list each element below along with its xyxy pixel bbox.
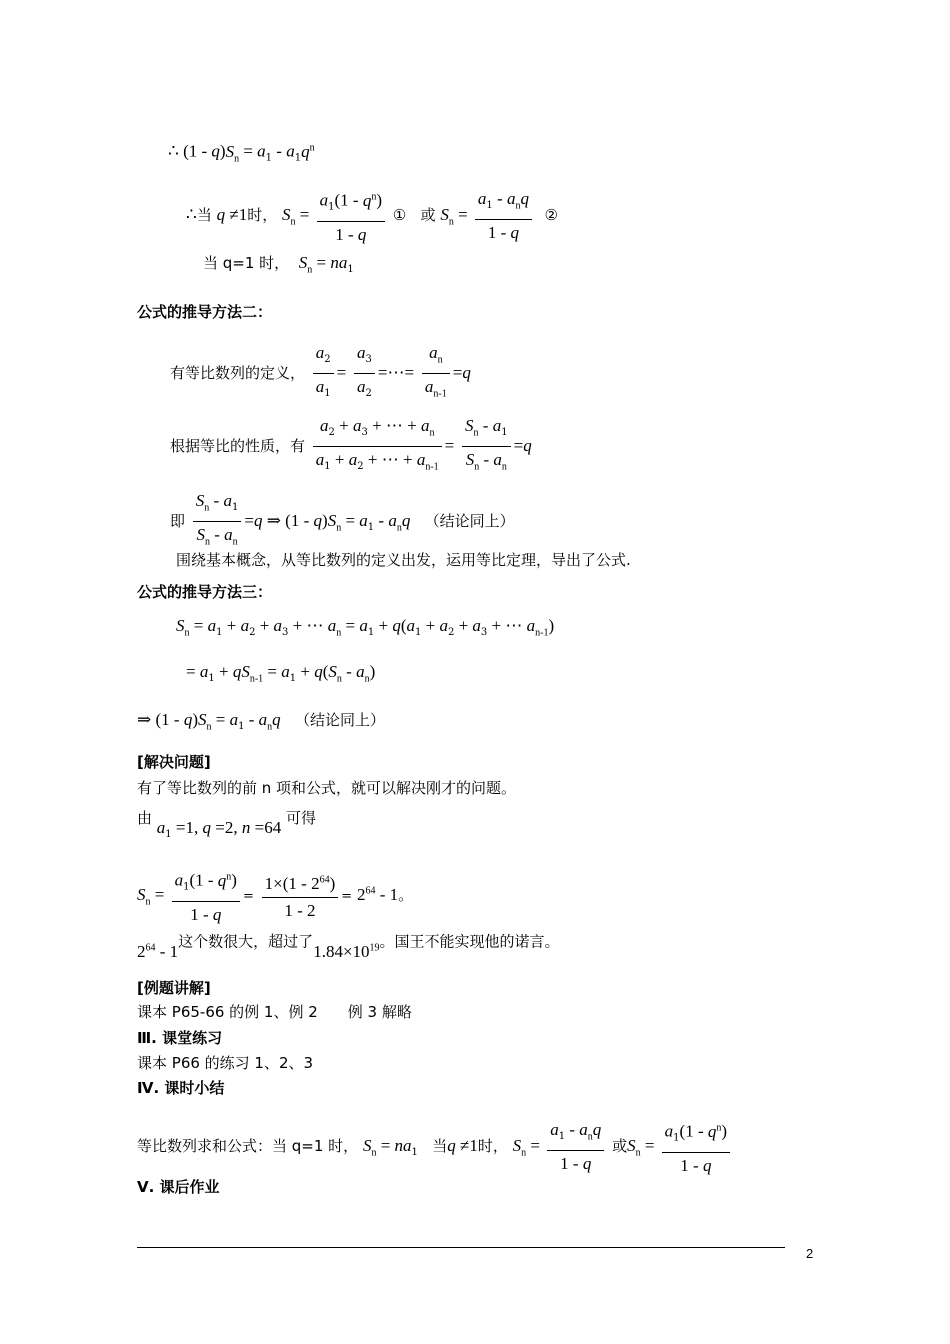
heading-method-3: 公式的推导方法三：: [137, 583, 273, 601]
label-when: 当: [196, 205, 212, 224]
method3-line-1: $S_n = a_1 + a_2 + a_3$ + ⋯ $a_n = a_1 + q(a_1 + a_2 + a_3$ + ⋯ $a_{n-1}$): [176, 616, 555, 639]
formula-line-3: 当 q=1 时， $S_n = na_1$: [203, 253, 354, 276]
label-summary-intro: 等比数列求和公式：当 q=1 时，: [137, 1136, 359, 1155]
label-shi: 时，: [247, 205, 278, 224]
fraction-sn-ratio-2: $\frac{S_n - a_1}{S_n - a_n}$: [193, 490, 242, 554]
formula-line-1: ∴ $(1 - q)S_n = a_1 - a_1q^n$: [168, 141, 315, 165]
page-number: 2: [806, 1246, 814, 1261]
label-or-2: 或: [612, 1136, 628, 1155]
label-shi-2: 时，: [477, 1136, 508, 1155]
label-same-result-2: （结论同上）: [294, 711, 385, 729]
summary-sentence: 围绕基本概念，从等比数列的定义出发，运用等比定理，导出了公式.: [176, 551, 631, 569]
fraction-sn-2: $\frac{a_1 - a_nq}{1 - q}$: [475, 188, 532, 244]
big-number-line: $2^{64} - 1$这个数很大，超过了$1.84\times 10^{19}$。国王不能实现他的诺言。: [137, 932, 560, 961]
label-same-result: （结论同上）: [424, 511, 515, 530]
solve-text: 有了等比数列的前 n 项和公式，就可以解决刚才的问题。: [137, 779, 517, 797]
footer-divider: [137, 1247, 785, 1248]
method3-line-2: = $a_1 + qS_{n-1} = a_1 + q(S_n - a_n)$: [186, 662, 376, 685]
fraction-sn-numeric: $\frac{1\times(1 - 2^{64})}{1 - 2}$: [262, 870, 339, 923]
label-or: 或: [420, 205, 436, 224]
conclusion-line: 即 $\frac{S_n - a_1}{S_n - a_n}$ =q ⇒ $(1 - q)S_n = a_1 - a_nq$ （结论同上）: [170, 490, 515, 554]
fraction-summary-2: $\frac{a_1(1 - q^n)}{1 - q}$: [662, 1117, 730, 1177]
example-text: 课本 P65-66 的例 1、例 2 例 3 解略: [137, 1003, 412, 1021]
label-property: 根据等比的性质，有: [170, 436, 306, 455]
fraction-sn-1: $\frac{a_1(1 - q^n)}{1 - q}$: [317, 186, 385, 246]
marker-circle-1: ①: [392, 205, 407, 224]
marker-circle-2: ②: [544, 205, 558, 224]
fraction-sn-ratio: $\frac{S_n - a_1}{S_n - a_n}$: [462, 415, 511, 479]
given-line: 由 $a_1 =1$, q =2, n =64 可得: [137, 809, 316, 840]
label-ji: 即: [170, 511, 186, 530]
heading-method-2: 公式的推导方法二：: [137, 303, 273, 321]
heading-example: [例题讲解]: [137, 979, 211, 997]
label-period: 。: [398, 885, 414, 904]
property-line: 根据等比的性质，有 $\frac{a_2 + a_3 + \cdots + a_n}{a_1 + a_2 + \cdots + a_{n-1}}$ = $\frac{S_n - a_1}{S_n - a_n}$ =q: [170, 415, 532, 479]
label-when-2: 当: [432, 1136, 448, 1155]
practice-text: 课本 P66 的练习 1、2、3: [137, 1054, 314, 1072]
heading-practice: Ⅲ. 课堂练习: [137, 1029, 223, 1047]
method3-line-3: ⇒ $(1 - q)S_n = a_1 - a_nq$ （结论同上）: [137, 710, 385, 733]
definition-line: 有等比数列的定义， $\frac{a_2}{a_1}$ = $\frac{a_3}{a_2}$ =⋯= $\frac{a_n}{a_{n-1}}$ =q: [170, 342, 471, 406]
label-definition: 有等比数列的定义，: [170, 363, 306, 382]
fraction-a3-a2: $\frac{a_3}{a_2}$: [354, 342, 375, 405]
label-big-number: 这个数很大，超过了: [178, 932, 314, 951]
label-kede: 可得: [285, 809, 316, 827]
fraction-sn-general: $\frac{a_1(1 - q^n)}{1 - q}$: [172, 866, 240, 926]
heading-summary: Ⅳ. 课时小结: [137, 1079, 225, 1097]
label-when-q1: 当 q=1 时，: [203, 254, 290, 272]
heading-homework: Ⅴ. 课后作业: [137, 1178, 220, 1196]
summary-formula-line: 等比数列求和公式：当 q=1 时， $S_n = na_1$ 当q ≠1时， $S_n$ = $\frac{a_1 - a_nq}{1 - q}$ 或$S_n$ = $\frac{a_1(1 - q^n)}{1 - q}$: [137, 1117, 733, 1177]
fraction-a2-a1: $\frac{a_2}{a_1}$: [313, 342, 334, 405]
heading-solve: [解决问题]: [137, 753, 211, 771]
fraction-an-an1: $\frac{a_n}{a_{n-1}}$: [422, 342, 450, 406]
label-king: 。国王不能实现他的诺言。: [379, 932, 560, 951]
computation-line: $S_n$ = $\frac{a_1(1 - q^n)}{1 - q}$ = $\frac{1\times(1 - 2^{64})}{1 - 2}$ = $2^{64} - 1$。: [137, 866, 413, 926]
fraction-sum-ratio: $\frac{a_2 + a_3 + \cdots + a_n}{a_1 + a_2 + \cdots + a_{n-1}}$: [313, 415, 442, 479]
formula-line-2: ∴当 q ≠1时， $S_n$ = $\frac{a_1(1 - q^n)}{1 - q}$ ① 或 $S_n$ = $\frac{a_1 - a_nq}{1 - q}$ ②: [186, 186, 558, 246]
label-you: 由: [137, 809, 153, 827]
fraction-summary-1: $\frac{a_1 - a_nq}{1 - q}$: [547, 1119, 604, 1175]
